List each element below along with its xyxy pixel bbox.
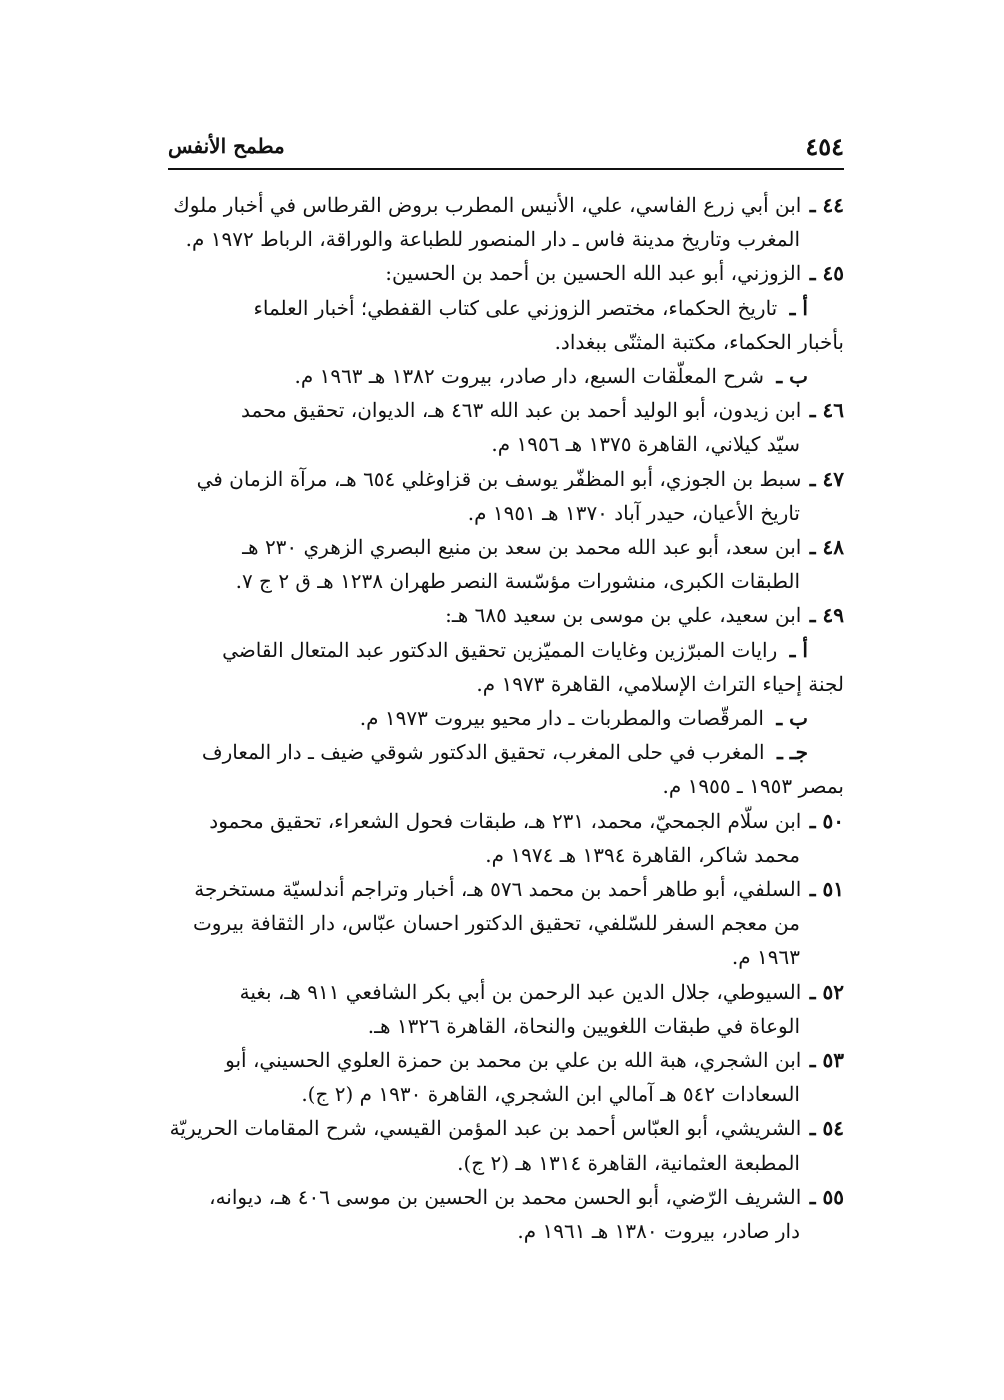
bibliography-entry-52 — [168, 975, 844, 1043]
sub-entry-45-a — [168, 291, 844, 325]
sub-entry-45-a-continuation — [168, 325, 844, 359]
entry-text-continuation: ١٩٦٣ م. — [731, 945, 800, 970]
entry-text-line: ابن أبي زرع الفاسي، علي، الأنيس المطرب بروض القرطاس في أخبار ملوك — [173, 193, 802, 217]
sub-entry-text-continuation: بأخبار الحكماء، مكتبة المثنّى ببغداد. — [554, 329, 844, 354]
running-header — [168, 128, 844, 170]
entry-text-line: ابن زيدون، أبو الوليد أحمد بن عبد الله ٤٦٣ هـ، الديوان، تحقيق محمد — [241, 398, 802, 423]
bibliography-entry-49 — [168, 598, 844, 632]
sub-entry-49-a — [168, 633, 844, 667]
bibliography-entry-47 — [168, 462, 844, 530]
entry-text-line: الزوزني، أبو عبد الله الحسين بن أحمد بن الحسين: — [385, 261, 802, 286]
sub-entry-letter: أ ـ — [789, 637, 808, 662]
entry-text-continuation: السعادات ٥٤٢ هـ آمالي ابن الشجري، القاهرة ١٩٣٠ م (٢ ج). — [301, 1082, 800, 1107]
sub-entry-49-b — [168, 701, 844, 735]
sub-entry-letter: أ ـ — [789, 295, 808, 320]
entry-number: ٥٠ ـ — [809, 808, 844, 833]
bibliography-entry-48 — [168, 530, 844, 598]
entry-text-continuation: محمد شاكر، القاهرة ١٣٩٤ هـ ١٩٧٤ م. — [485, 842, 800, 867]
entry-text-line: ابن سلّام الجمحيّ، محمد، ٢٣١ هـ، طبقات فحول الشعراء، تحقيق محمود — [209, 808, 802, 833]
entry-number: ٥٥ ـ — [809, 1184, 844, 1209]
sub-entry-letter: جـ ـ — [776, 740, 808, 765]
entry-text-line: السيوطي، جلال الدين عبد الرحمن بن أبي بكر الشافعي ٩١١ هـ، بغية — [239, 979, 802, 1004]
sub-entry-text-line: المرقّصات والمطربات ـ دار محيو بيروت ١٩٧٣ م. — [359, 706, 764, 731]
entry-number: ٤٦ ـ — [809, 398, 844, 423]
sub-entry-49-a-continuation — [168, 667, 844, 701]
sub-entry-49-c — [168, 735, 844, 769]
entry-number: ٥١ ـ — [809, 877, 844, 902]
bibliography-entry-45 — [168, 256, 844, 290]
entry-text-continuation: الوعاة في طبقات اللغويين والنحاة، القاهرة ١٣٢٦ هـ. — [367, 1013, 800, 1038]
book-title: مطمح الأنفس — [168, 134, 285, 158]
sub-entry-text-line: تاريخ الحكماء، مختصر الزوزني على كتاب القفطي؛ أخبار العلماء — [253, 295, 778, 320]
sub-entry-text-line: رايات المبرّزين وغايات المميّزين تحقيق الدكتور عبد المتعال القاضي — [222, 637, 778, 662]
entry-text-continuation: المغرب وتاريخ مدينة فاس ـ دار المنصور للطباعة والوراقة، الرباط ١٩٧٢ م. — [185, 227, 800, 252]
entry-text-continuation: المطبعة العثمانية، القاهرة ١٣١٤ هـ (٢ ج). — [457, 1150, 800, 1175]
bibliography-entry-55 — [168, 1180, 844, 1248]
bibliography-entry-44 — [168, 188, 844, 256]
entry-text-line: ابن سعد، أبو عبد الله محمد بن سعد بن منيع البصري الزهري ٢٣٠ هـ — [242, 535, 802, 560]
sub-entry-49-c-continuation — [168, 769, 844, 803]
bibliography-entry-46 — [168, 393, 844, 461]
entry-text-continuation: دار صادر، بيروت ١٣٨٠ هـ ١٩٦١ م. — [517, 1219, 800, 1244]
entry-number: ٤٥ ـ — [809, 261, 844, 286]
entry-text-continuation: من معجم السفر للسّلفي، تحقيق الدكتور احسان عبّاس، دار الثقافة بيروت — [192, 911, 800, 936]
entry-text-continuation: الطبقات الكبرى، منشورات مؤسّسة النصر طهران ١٢٣٨ هـ ق ٢ ج ٧. — [235, 569, 800, 594]
bibliography-entry-53 — [168, 1043, 844, 1111]
entry-number: ٤٨ ـ — [809, 535, 844, 560]
entry-number: ٥٤ ـ — [809, 1116, 844, 1141]
sub-entry-45-b — [168, 359, 844, 393]
sub-entry-text-line: المغرب في حلى المغرب، تحقيق الدكتور شوقي ضيف ـ دار المعارف — [201, 740, 765, 765]
bibliography-list — [168, 188, 844, 1248]
entry-number: ٥٣ ـ — [809, 1048, 844, 1073]
entry-text-line: ابن سعيد، علي بن موسى بن سعيد ٦٨٥ هـ: — [445, 603, 802, 628]
sub-entry-letter: ب ـ — [776, 706, 808, 731]
page-number: ٤٥٤ — [805, 132, 844, 161]
book-page — [168, 128, 844, 1248]
bibliography-entry-54 — [168, 1111, 844, 1179]
entry-text-line: السلفي، أبو طاهر أحمد بن محمد ٥٧٦ هـ، أخبار وتراجم أندلسيّة مستخرجة — [194, 877, 802, 902]
entry-number: ٤٤ ـ — [809, 193, 844, 217]
bibliography-entry-51 — [168, 872, 844, 975]
entry-number: ٥٢ ـ — [809, 979, 844, 1004]
entry-number: ٤٧ ـ — [809, 466, 844, 491]
entry-text-continuation: تاريخ الأعيان، حيدر آباد ١٣٧٠ هـ ١٩٥١ م. — [467, 500, 800, 525]
sub-entry-letter: ب ـ — [776, 364, 808, 389]
sub-entry-text-continuation: بمصر ١٩٥٣ ـ ١٩٥٥ م. — [662, 774, 844, 799]
entry-text-line: الشريشي، أبو العبّاس أحمد بن عبد المؤمن القيسي، شرح المقامات الحريريّة — [169, 1116, 802, 1141]
sub-entry-text-continuation: لجنة إحياء التراث الإسلامي، القاهرة ١٩٧٣ م. — [476, 671, 844, 696]
sub-entry-text-line: شرح المعلّقات السبع، دار صادر، بيروت ١٣٨٢ هـ ١٩٦٣ م. — [294, 364, 764, 389]
entry-text-continuation: سيّد كيلاني، القاهرة ١٣٧٥ هـ ١٩٥٦ م. — [491, 432, 800, 457]
entry-text-line: ابن الشجري، هبة الله بن علي بن محمد بن حمزة العلوي الحسيني، أبو — [225, 1048, 802, 1073]
entry-text-line: سبط بن الجوزي، أبو المظفّر يوسف بن قزاوغلي ٦٥٤ هـ، مرآة الزمان في — [196, 466, 802, 491]
bibliography-entry-50 — [168, 804, 844, 872]
entry-text-line: الشريف الرّضي، أبو الحسن محمد بن الحسين بن موسى ٤٠٦ هـ، ديوانه، — [209, 1184, 802, 1209]
entry-number: ٤٩ ـ — [809, 603, 844, 628]
